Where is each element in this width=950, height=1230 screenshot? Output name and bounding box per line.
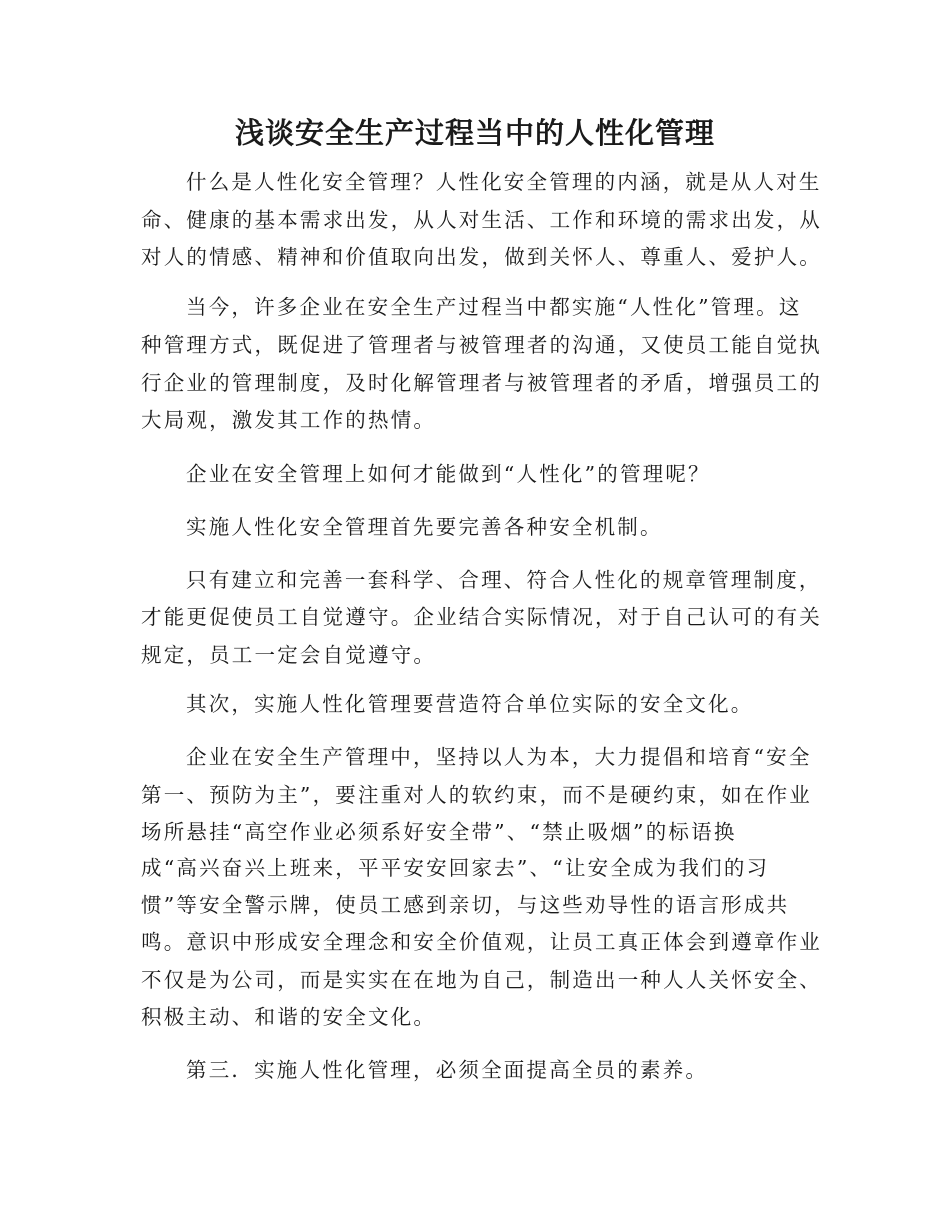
paragraph-1-line-1: 什么是人性化安全管理？人性化安全管理的内涵，就是从人对生 xyxy=(186,170,822,194)
paragraph-7-line-2: 第一、预防为主”，要注重对人的软约束，而不是硬约束，如在作业 xyxy=(141,783,812,807)
paragraph-7-line-5: 惯”等安全警示牌，使员工感到亲切，与这些劝导性的语言形成共 xyxy=(141,893,790,917)
paragraph-2-line-4: 大局观，激发其工作的热情。 xyxy=(141,408,437,432)
paragraph-8-line-1: 第三．实施人性化管理，必须全面提高全员的素养。 xyxy=(186,1058,709,1082)
paragraph-7-line-8: 积极主动、和谐的安全文化。 xyxy=(141,1005,437,1029)
paragraph-6-line-1: 其次，实施人性化管理要营造符合单位实际的安全文化。 xyxy=(186,692,754,716)
paragraph-7-line-1: 企业在安全生产管理中，坚持以人为本，大力提倡和培育“安全 xyxy=(186,745,812,769)
paragraph-7-line-6: 鸣。意识中形成安全理念和安全价值观，让员工真正体会到遵章作业 xyxy=(141,930,822,954)
paragraph-1-line-2: 命、健康的基本需求出发，从人对生活、工作和环境的需求出发，从 xyxy=(141,208,822,232)
paragraph-4-line-1: 实施人性化安全管理首先要完善各种安全机制。 xyxy=(186,515,663,539)
paragraph-5-line-3: 规定，员工一定会自觉遵守。 xyxy=(141,643,437,667)
paragraph-2-line-1: 当今，许多企业在安全生产过程当中都实施“人性化”管理。这 xyxy=(186,295,802,319)
paragraph-2-line-3: 行企业的管理制度，及时化解管理者与被管理者的矛盾，增强员工的 xyxy=(141,371,822,395)
paragraph-3-line-1: 企业在安全管理上如何才能做到“人性化”的管理呢？ xyxy=(186,462,711,486)
document-title: 浅谈安全生产过程当中的人性化管理 xyxy=(234,116,715,150)
paragraph-7-line-3: 场所悬挂“高空作业必须系好安全带”、“禁止吸烟”的标语换 xyxy=(141,820,737,844)
paragraph-5-line-2: 才能更促使员工自觉遵守。企业结合实际情况，对于自己认可的有关 xyxy=(141,605,822,629)
paragraph-1-line-3: 对人的情感、精神和价值取向出发，做到关怀人、尊重人、爱护人。 xyxy=(141,245,822,269)
paragraph-7-line-7: 不仅是为公司，而是实实在在地为自己，制造出一种人人关怀安全、 xyxy=(141,968,822,992)
paragraph-2-line-2: 种管理方式，既促进了管理者与被管理者的沟通，又使员工能自觉执 xyxy=(141,333,822,357)
paragraph-7-line-4: 成“高兴奋兴上班来，平平安安回家去”、“让安全成为我们的习 xyxy=(141,856,770,880)
paragraph-5-line-1: 只有建立和完善一套科学、合理、符合人性化的规章管理制度， xyxy=(186,568,822,592)
